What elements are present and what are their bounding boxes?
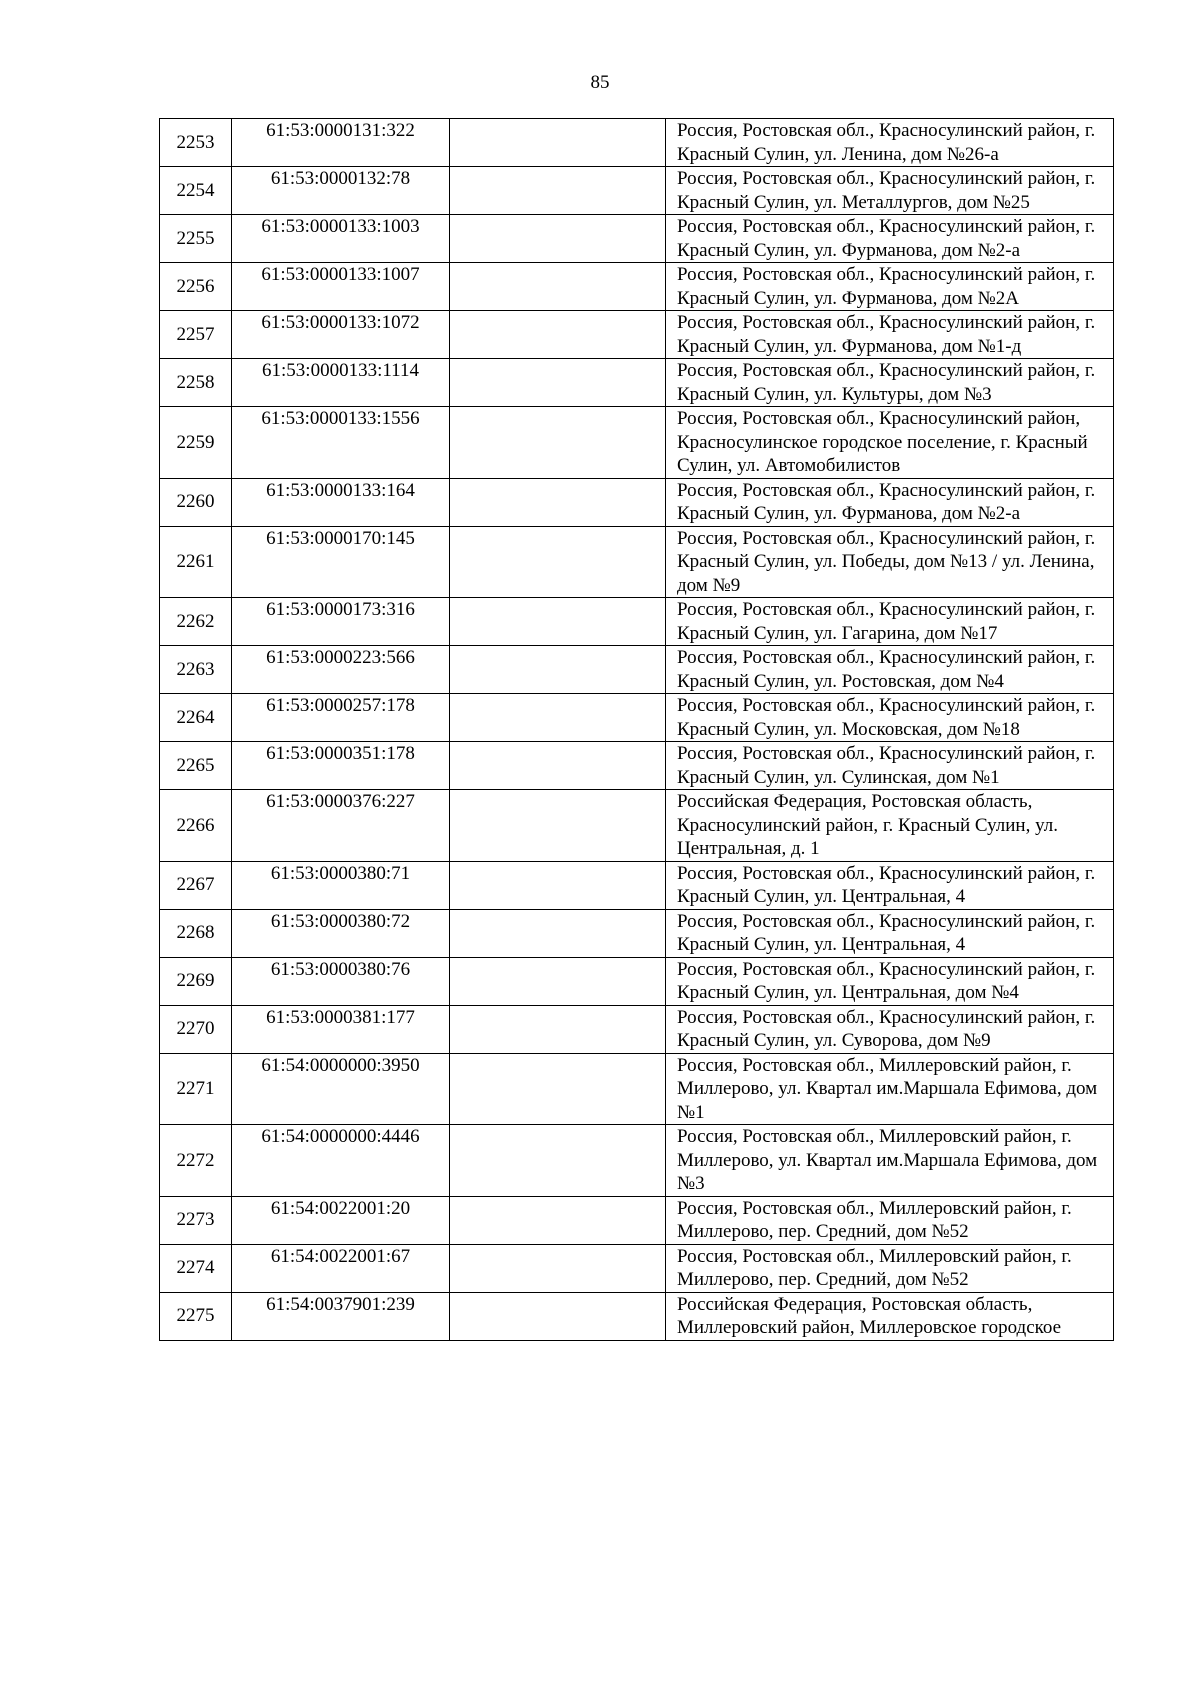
- empty-cell: [450, 1125, 666, 1197]
- row-number-cell: 2257: [160, 311, 232, 359]
- empty-cell: [450, 742, 666, 790]
- cadastral-number-cell: 61:53:0000133:1114: [232, 359, 450, 407]
- empty-cell: [450, 861, 666, 909]
- cadastral-number-cell: 61:53:0000380:72: [232, 909, 450, 957]
- table-row: [160, 359, 1114, 407]
- table-row: [160, 909, 1114, 957]
- address-cell: Россия, Ростовская обл., Красносулинский район, г. Красный Сулин, ул. Фурманова, дом №2А: [666, 263, 1114, 311]
- empty-cell: [450, 1196, 666, 1244]
- row-number-cell: 2268: [160, 909, 232, 957]
- row-number-cell: 2259: [160, 407, 232, 479]
- address-cell: Россия, Ростовская обл., Миллеровский район, г. Миллерово, ул. Квартал им.Маршала Ефимова, дом №1: [666, 1053, 1114, 1125]
- address-cell: Россия, Ростовская обл., Красносулинский район, г. Красный Сулин, ул. Металлургов, дом №25: [666, 167, 1114, 215]
- empty-cell: [450, 909, 666, 957]
- empty-cell: [450, 215, 666, 263]
- cadastral-number-cell: 61:53:0000133:164: [232, 478, 450, 526]
- table-row: [160, 790, 1114, 862]
- row-number-cell: 2265: [160, 742, 232, 790]
- cadastral-number-cell: 61:53:0000380:76: [232, 957, 450, 1005]
- address-cell: Россия, Ростовская обл., Красносулинский район, г. Красный Сулин, ул. Победы, дом №13 / ул. Ленина, дом №9: [666, 526, 1114, 598]
- cadastral-number-cell: 61:53:0000133:1072: [232, 311, 450, 359]
- cadastral-number-cell: 61:53:0000376:227: [232, 790, 450, 862]
- address-cell: Россия, Ростовская обл., Миллеровский район, г. Миллерово, пер. Средний, дом №52: [666, 1244, 1114, 1292]
- empty-cell: [450, 478, 666, 526]
- empty-cell: [450, 957, 666, 1005]
- empty-cell: [450, 1292, 666, 1340]
- cadastral-number-cell: 61:53:0000132:78: [232, 167, 450, 215]
- table-row: [160, 742, 1114, 790]
- address-cell: Россия, Ростовская обл., Красносулинский район, г. Красный Сулин, ул. Фурманова, дом №2-а: [666, 215, 1114, 263]
- cadastral-number-cell: 61:53:0000133:1003: [232, 215, 450, 263]
- address-cell: Россия, Ростовская обл., Красносулинский район, г. Красный Сулин, ул. Ростовская, дом №4: [666, 646, 1114, 694]
- table-row: [160, 526, 1114, 598]
- cadastral-number-cell: 61:53:0000170:145: [232, 526, 450, 598]
- row-number-cell: 2264: [160, 694, 232, 742]
- cadastral-number-cell: 61:54:0000000:3950: [232, 1053, 450, 1125]
- page-number: 85: [590, 72, 610, 93]
- empty-cell: [450, 167, 666, 215]
- table-row: [160, 1005, 1114, 1053]
- cadastral-number-cell: 61:53:0000381:177: [232, 1005, 450, 1053]
- table-row: [160, 407, 1114, 479]
- empty-cell: [450, 1005, 666, 1053]
- row-number-cell: 2260: [160, 478, 232, 526]
- cadastral-number-cell: 61:53:0000133:1007: [232, 263, 450, 311]
- cadastral-number-cell: 61:53:0000173:316: [232, 598, 450, 646]
- address-cell: Россия, Ростовская обл., Красносулинский район, г. Красный Сулин, ул. Культуры, дом №3: [666, 359, 1114, 407]
- empty-cell: [450, 646, 666, 694]
- empty-cell: [450, 311, 666, 359]
- cadastral-number-cell: 61:54:0022001:67: [232, 1244, 450, 1292]
- table-row: [160, 957, 1114, 1005]
- table-row: [160, 167, 1114, 215]
- address-cell: Россия, Ростовская обл., Красносулинский район, г. Красный Сулин, ул. Гагарина, дом №17: [666, 598, 1114, 646]
- table-row: [160, 478, 1114, 526]
- table-row: [160, 311, 1114, 359]
- cadastral-number-cell: 61:53:0000380:71: [232, 861, 450, 909]
- cadastral-number-cell: 61:54:0000000:4446: [232, 1125, 450, 1197]
- row-number-cell: 2253: [160, 119, 232, 167]
- table-row: [160, 263, 1114, 311]
- row-number-cell: 2275: [160, 1292, 232, 1340]
- address-cell: Россия, Ростовская обл., Красносулинский район, г. Красный Сулин, ул. Центральная, 4: [666, 861, 1114, 909]
- address-cell: Российская Федерация, Ростовская область, Миллеровский район, Миллеровское городское: [666, 1292, 1114, 1340]
- empty-cell: [450, 119, 666, 167]
- row-number-cell: 2255: [160, 215, 232, 263]
- row-number-cell: 2256: [160, 263, 232, 311]
- address-cell: Россия, Ростовская обл., Красносулинский район, г. Красный Сулин, ул. Центральная, дом №4: [666, 957, 1114, 1005]
- row-number-cell: 2270: [160, 1005, 232, 1053]
- registry-table-body: [160, 119, 1114, 1341]
- row-number-cell: 2254: [160, 167, 232, 215]
- row-number-cell: 2258: [160, 359, 232, 407]
- address-cell: Россия, Ростовская обл., Красносулинский район, г. Красный Сулин, ул. Московская, дом №18: [666, 694, 1114, 742]
- cadastral-number-cell: 61:54:0022001:20: [232, 1196, 450, 1244]
- row-number-cell: 2262: [160, 598, 232, 646]
- table-row: [160, 1196, 1114, 1244]
- row-number-cell: 2272: [160, 1125, 232, 1197]
- table-row: [160, 1053, 1114, 1125]
- empty-cell: [450, 598, 666, 646]
- cadastral-number-cell: 61:53:0000257:178: [232, 694, 450, 742]
- address-cell: Россия, Ростовская обл., Красносулинский район, г. Красный Сулин, ул. Центральная, 4: [666, 909, 1114, 957]
- address-cell: Россия, Ростовская обл., Красносулинский район, г. Красный Сулин, ул. Суворова, дом №9: [666, 1005, 1114, 1053]
- row-number-cell: 2267: [160, 861, 232, 909]
- empty-cell: [450, 1244, 666, 1292]
- table-row: [160, 1125, 1114, 1197]
- table-row: [160, 694, 1114, 742]
- address-cell: Россия, Ростовская обл., Красносулинский район, Красносулинское городское поселение, г. Красный Сулин, ул. Автомобилистов: [666, 407, 1114, 479]
- cadastral-number-cell: 61:54:0037901:239: [232, 1292, 450, 1340]
- empty-cell: [450, 694, 666, 742]
- row-number-cell: 2261: [160, 526, 232, 598]
- address-cell: Россия, Ростовская обл., Красносулинский район, г. Красный Сулин, ул. Фурманова, дом №1-д: [666, 311, 1114, 359]
- empty-cell: [450, 359, 666, 407]
- address-cell: Россия, Ростовская обл., Миллеровский район, г. Миллерово, пер. Средний, дом №52: [666, 1196, 1114, 1244]
- empty-cell: [450, 263, 666, 311]
- cadastral-number-cell: 61:53:0000131:322: [232, 119, 450, 167]
- cadastral-number-cell: 61:53:0000351:178: [232, 742, 450, 790]
- address-cell: Россия, Ростовская обл., Красносулинский район, г. Красный Сулин, ул. Фурманова, дом №2-а: [666, 478, 1114, 526]
- row-number-cell: 2269: [160, 957, 232, 1005]
- table-row: [160, 215, 1114, 263]
- row-number-cell: 2266: [160, 790, 232, 862]
- table-row: [160, 598, 1114, 646]
- row-number-cell: 2263: [160, 646, 232, 694]
- empty-cell: [450, 1053, 666, 1125]
- address-cell: Россия, Ростовская обл., Красносулинский район, г. Красный Сулин, ул. Ленина, дом №26-а: [666, 119, 1114, 167]
- row-number-cell: 2271: [160, 1053, 232, 1125]
- row-number-cell: 2274: [160, 1244, 232, 1292]
- table-row: [160, 1292, 1114, 1340]
- row-number-cell: 2273: [160, 1196, 232, 1244]
- address-cell: Россия, Ростовская обл., Красносулинский район, г. Красный Сулин, ул. Сулинская, дом №1: [666, 742, 1114, 790]
- table-row: [160, 1244, 1114, 1292]
- empty-cell: [450, 790, 666, 862]
- table-row: [160, 861, 1114, 909]
- address-cell: Россия, Ростовская обл., Миллеровский район, г. Миллерово, ул. Квартал им.Маршала Ефимова, дом №3: [666, 1125, 1114, 1197]
- cadastral-number-cell: 61:53:0000223:566: [232, 646, 450, 694]
- empty-cell: [450, 526, 666, 598]
- address-cell: Российская Федерация, Ростовская область, Красносулинский район, г. Красный Сулин, ул. Центральная, д. 1: [666, 790, 1114, 862]
- table-row: [160, 119, 1114, 167]
- cadastral-number-cell: 61:53:0000133:1556: [232, 407, 450, 479]
- table-row: [160, 646, 1114, 694]
- empty-cell: [450, 407, 666, 479]
- registry-table: [159, 118, 1114, 1341]
